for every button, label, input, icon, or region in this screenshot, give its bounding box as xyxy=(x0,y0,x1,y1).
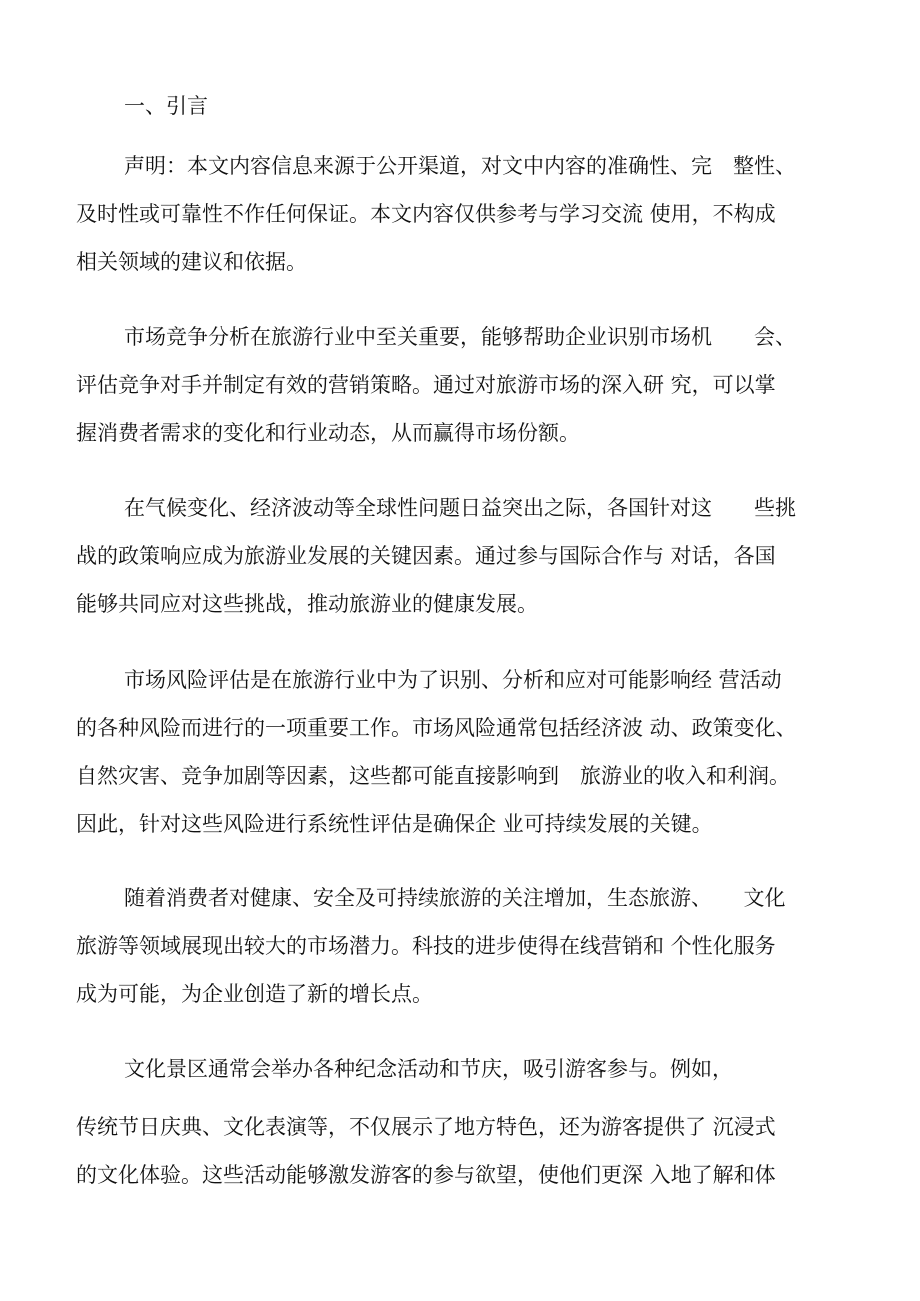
paragraph-line: 因此，针对这些风险进行系统性评估是确保企 业可持续发展的关键。 xyxy=(76,812,713,836)
paragraph-line: 评估竞争对手并制定有效的营销策略。通过对旅游市场的深入研 究，可以掌 xyxy=(76,373,776,397)
paragraph-line: 文化景区通常会举办各种纪念活动和节庆，吸引游客参与。例如， xyxy=(124,1057,733,1081)
paragraph-competition xyxy=(76,313,856,457)
paragraph-line: 成为可能，为企业创造了新的增长点。 xyxy=(76,982,433,1006)
paragraph-line: 市场竞争分析在旅游行业中至关重要，能够帮助企业识别市场机 会、 xyxy=(124,325,796,349)
paragraph-line: 相关领域的建议和依据。 xyxy=(76,250,307,274)
paragraph-line: 战的政策响应成为旅游业发展的关键因素。通过参与国际合作与 对话，各国 xyxy=(76,544,776,568)
paragraph-line: 能够共同应对这些挑战，推动旅游业的健康发展。 xyxy=(76,592,538,616)
paragraph-risk xyxy=(76,656,856,848)
paragraph-line: 声明：本文内容信息来源于公开渠道，对文中内容的准确性、完 整性、 xyxy=(124,154,796,178)
paragraph-policy xyxy=(76,484,856,628)
paragraph-line: 市场风险评估是在旅游行业中为了识别、分析和应对可能影响经 营活动 xyxy=(124,668,782,692)
paragraph-line: 及时性或可靠性不作任何保证。本文内容仅供参考与学习交流 使用，不构成 xyxy=(76,202,776,226)
paragraph-line: 传统节日庆典、文化表演等，不仅展示了地方特色，还为游客提供了 沉浸式 xyxy=(76,1115,776,1139)
section-heading: 一、引言 xyxy=(124,94,208,118)
paragraph-line: 的文化体验。这些活动能够激发游客的参与欲望，使他们更深 入地了解和体 xyxy=(76,1163,776,1187)
paragraph-line: 随着消费者对健康、安全及可持续旅游的关注增加，生态旅游、 文化 xyxy=(124,886,786,910)
paragraph-line: 的各种风险而进行的一项重要工作。市场风险通常包括经济波 动、政策变化、 xyxy=(76,716,797,740)
paragraph-line: 在气候变化、经济波动等全球性问题日益突出之际，各国针对这 些挑 xyxy=(124,496,796,520)
paragraph-disclaimer xyxy=(76,142,856,286)
paragraph-line: 自然灾害、竞争加剧等因素，这些都可能直接影响到 旅游业的收入和利润。 xyxy=(76,764,790,788)
paragraph-cultural xyxy=(76,1045,856,1199)
paragraph-line: 旅游等领域展现出较大的市场潜力。科技的进步使得在线营销和 个性化服务 xyxy=(76,934,776,958)
paragraph-trends xyxy=(76,874,856,1018)
paragraph-line: 握消费者需求的变化和行业动态，从而赢得市场份额。 xyxy=(76,421,580,445)
